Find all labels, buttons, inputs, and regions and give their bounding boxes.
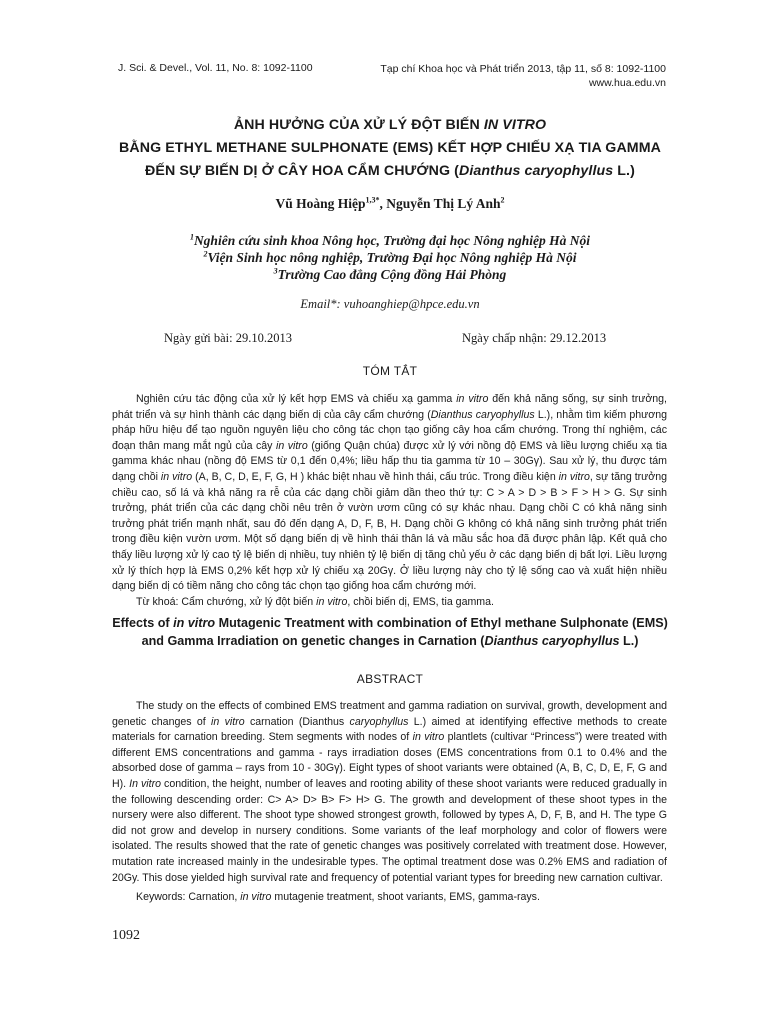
affil-mark: 3 <box>273 266 278 276</box>
text-run: Keywords: Carnation, <box>136 891 241 904</box>
affiliation <box>100 232 680 249</box>
text-run: carnation (Dianthus <box>244 715 350 728</box>
text-italic: in vitro <box>558 470 590 483</box>
text-run: L.) aimed at identifying effective methods to create materials for carnation breeding. Stem segments with nodes of <box>112 715 667 744</box>
affil-text: Nghiên cứu sinh khoa Nông học, Trường đại học Nông nghiệp Hà Nội <box>193 233 591 248</box>
text-run: (giống Quận chúa) được xử lý với nồng độ EMS và liều lượng chiếu xạ tia gamma khác nhau (nồng độ EMS từ 0,1 đến 0,4%; liều hấp thu tia gamma từ 10 – 30Gγ). Sau xử lý, thu được tám dạng chồi <box>112 439 668 483</box>
date-submitted: Ngày gửi bài: 29.10.2013 <box>164 331 292 345</box>
title-text: L.) <box>613 163 635 179</box>
text-run: L.), nhằm tìm kiếm phương pháp hữu hiệu để tạo nguồn nguyên liệu cho công tác chọn tạo giống cây hoa cẩm chướng. Trong thí nghiệm, các đoạn thân mang mắt ngủ của cây <box>112 408 667 452</box>
affiliation <box>100 266 680 283</box>
journal-url: www.hua.edu.vn <box>588 77 666 89</box>
article-title-en <box>100 614 680 650</box>
text-italic: in vitro <box>160 470 193 483</box>
text-run: (A, B, C, D, E, F, G, H ) khác biệt nhau về hình thái, cấu trúc. Trong điều kiện <box>192 470 559 483</box>
title-italic: in vitro <box>173 616 216 630</box>
title-line-1 <box>100 114 680 137</box>
text-italic: in vitro <box>456 393 489 405</box>
author-list <box>100 196 680 212</box>
affil-mark: 1 <box>189 232 194 242</box>
affiliation-list <box>100 232 680 283</box>
title-text: Mutagenic Treatment with combination of Ethyl methane Sulphonate (EMS) and Gamma Irradiation on genetic changes in Carnation ( <box>141 616 668 648</box>
text-run: plantlets (cultivar “Princess”) were treated with different EMS concentrations and gamma - rays irradiation doses (EMS concentrations from 0.1 to 0.4% and the absorbed dose of gamma – rays from 10 - 30Gγ). Eight types of shoot variants were obtained (A, B, C, D, E, F, G and H). <box>112 731 667 790</box>
journal-citation-en: J. Sci. & Devel., Vol. 11, No. 8: 1092-1100 <box>118 62 313 74</box>
text-run: Nghiên cứu tác động của xử lý kết hợp EMS và chiếu xạ gamma <box>136 393 457 405</box>
date-accepted: Ngày chấp nhận: 29.12.2013 <box>462 331 607 345</box>
text-italic: in vitro <box>275 439 308 452</box>
title-text: ẢNH HƯỞNG CỦA XỬ LÝ ĐỘT BIẾN <box>233 117 484 133</box>
text-run: , chồi biến dị, EMS, tia gamma. <box>347 595 494 608</box>
title-italic: IN VITRO <box>483 117 547 133</box>
text-run: mutagenie treatment, shoot variants, EMS, gamma-rays. <box>271 891 540 904</box>
page-number: 1092 <box>112 928 140 943</box>
affil-text: Trường Cao đẳng Cộng đồng Hải Phòng <box>277 267 507 282</box>
text-run: đến khả năng sống, sự sinh trưởng, phát triển và sự hình thành các dạng biến dị của cây cẩm chướng ( <box>112 393 667 421</box>
abstract-heading: ABSTRACT <box>356 672 424 686</box>
article-title-vn <box>100 114 680 183</box>
title-species: Dianthus caryophyllus <box>484 634 620 648</box>
summary-heading: TÓM TẮT <box>362 364 418 378</box>
author-affil-mark: 1,3* <box>365 195 380 205</box>
text-run: condition, the height, number of leaves and rooting ability of these shoot variants were reduced gradually in the following descending order: C> A> D> B> F> H> G. The growth and development of these shoot types in the nursery were also different. The shoot type showed strongest growth, followed by types A, D, F, B, and H. The type G did not grow and develop in nursery conditions. Some variants of the leaf morphology and color of flowers were isolated. The results showed that the rate of genetic changes was positively correlated with treatment dose. However, mutation rate increased mainly in the undesirable types. The optimal treatment dose was 0.2% EMS and radiation of 20Gy. This dose yielded high survival rate and frequency of potential variant types for breeding new carnation cultivar. <box>112 777 667 884</box>
keywords-en <box>112 890 667 906</box>
abstract-body <box>112 699 667 906</box>
text-italic: in vitro <box>316 595 348 608</box>
title-text: Effects of <box>112 616 174 630</box>
title-line-2: BẰNG ETHYL METHANE SULPHONATE (EMS) KẾT HỢP CHIẾU XẠ TIA GAMMA <box>119 140 661 156</box>
abstract-paragraph <box>112 699 667 886</box>
title-line-3 <box>100 160 680 183</box>
author-affil-mark: 2 <box>500 195 505 205</box>
title-species: Dianthus caryophyllus <box>458 163 614 179</box>
author-separator: , <box>379 196 387 211</box>
summary-body <box>112 392 667 610</box>
affil-mark: 2 <box>203 249 208 259</box>
author-name: Vũ Hoàng Hiệp <box>275 196 366 211</box>
text-italic: In vitro <box>129 777 162 790</box>
journal-citation-vn-line: Tạp chí Khoa học và Phát triển 2013, tập 11, số 8: 1092-1100 <box>380 63 666 75</box>
summary-paragraph <box>112 392 667 595</box>
title-text: L.) <box>619 634 639 648</box>
text-run: , sự tăng trưởng chiều cao, số lá và khả năng ra rễ của các dạng chồi giảm dần theo thứ tự: C > A > D > B > F > H > G. Sự sinh trưởng, phát triển của các dạng chồi nêu trên ở vườn ươm cũng có sự khác nhau. Dạng chồi C có khả năng sinh trưởng phát triển mạnh nhất, sau đó đến dạng A, D, F, B, H. Dạng chồi G không có khả năng sinh trưởng phát triển trong điều kiện vườn ươm. Một số dạng biến dị về hình thái thân lá và mầu sắc hoa đã được phân lập. Kết quả cho thấy liều lượng xử lý cao tỷ lệ biến dị nhiều, tuy nhiên tỷ lệ biến dị tăng chủ yếu ở các dạng biến dị bất lợi. Liều lượng xử lý thích hợp là EMS 0,2% kết hợp xử lý chiếu xạ 20Gγ. Ở liều lượng này cho tỷ lệ sống cao và xuất hiện nhiều dạng biến dị có tiềm năng cho công tác chọn tạo giống hoa cẩm chướng mới. <box>112 470 668 593</box>
title-text: ĐẾN SỰ BIẾN DỊ Ở CÂY HOA CẨM CHƯỚNG ( <box>145 163 459 179</box>
affil-text: Viện Sinh học nông nghiệp, Trường Đại học Nông nghiệp Hà Nội <box>207 250 577 265</box>
author-name: Nguyễn Thị Lý Anh <box>386 196 501 211</box>
affiliation <box>100 249 680 266</box>
keywords-vn <box>112 595 667 611</box>
corresponding-email: Email*: vuhoanghiep@hpce.edu.vn <box>300 297 480 311</box>
text-italic: Dianthus caryophyllus <box>430 408 535 421</box>
text-run: The study on the effects of combined EMS treatment and gamma radiation on survival, growth, development and genetic changes of <box>112 700 667 728</box>
journal-citation-vn <box>380 62 666 90</box>
text-italic: in vitro <box>211 715 245 728</box>
text-italic: in vitro <box>240 891 272 904</box>
text-italic: in vitro <box>412 731 445 744</box>
text-run: Từ khoá: Cẩm chướng, xử lý đột biến <box>136 595 317 608</box>
text-italic: caryophyllus <box>349 715 409 728</box>
